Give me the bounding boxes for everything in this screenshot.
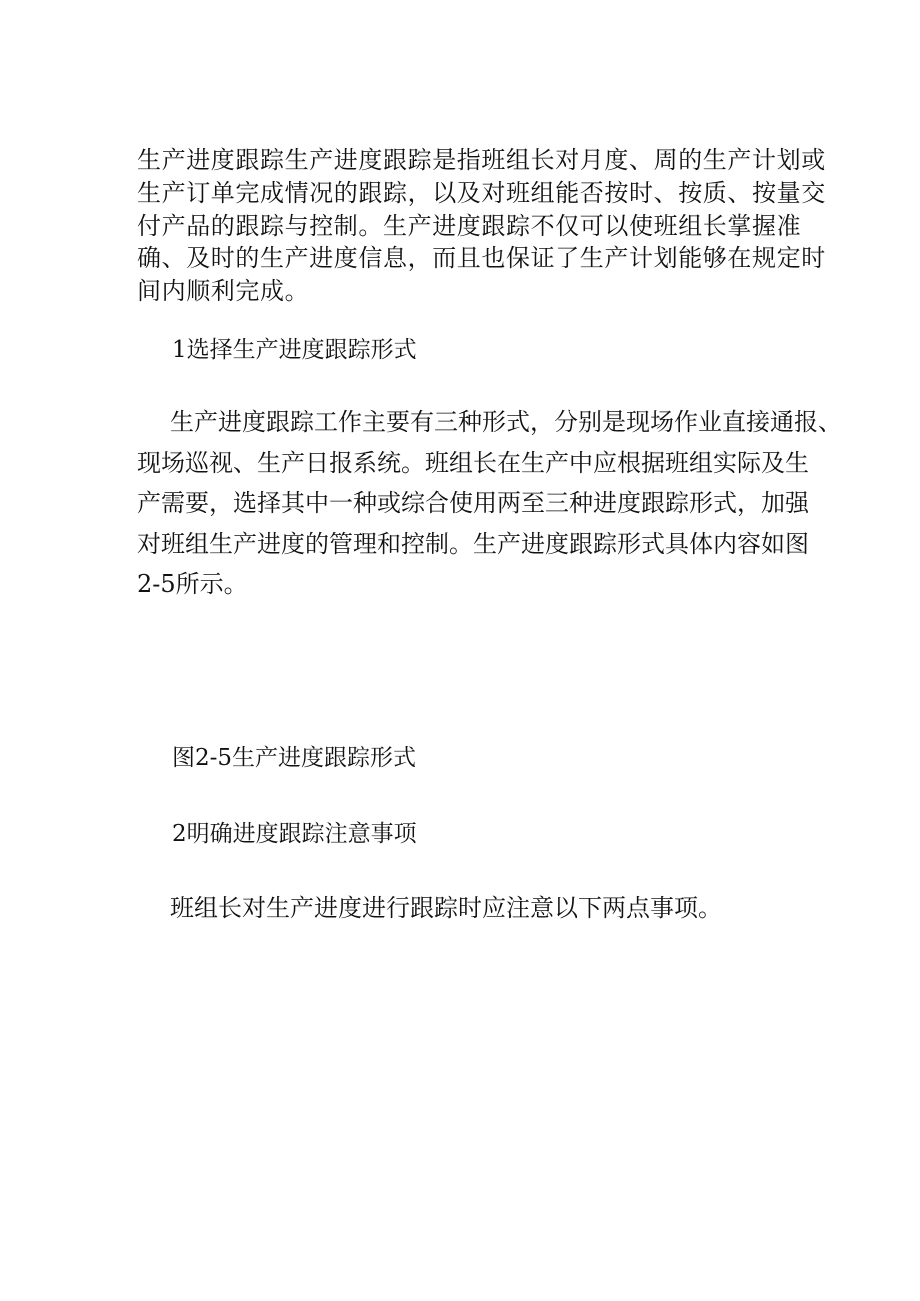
section-1-line: 生产进度跟踪工作主要有三种形式，分别是现场作业直接通报、: [170, 408, 842, 436]
section-1-line: 现场巡视、生产日报系统。班组长在生产中应根据班组实际及生: [137, 448, 809, 477]
section-1-heading: 1选择生产进度跟踪形式: [172, 337, 417, 363]
intro-line: 生产进度跟踪生产进度跟踪是指班组长对月度、周的生产计划或: [137, 146, 826, 174]
intro-paragraph: [137, 144, 826, 308]
intro-line: 生产订单完成情况的跟踪，以及对班组能否按时、按质、按量交: [137, 178, 826, 207]
section-2-heading: 2明确进度跟踪注意事项: [172, 821, 417, 847]
intro-line: 确、及时的生产进度信息，而且也保证了生产计划能够在规定时: [137, 244, 826, 273]
figure-caption: 图2-5生产进度跟踪形式: [172, 745, 417, 771]
section-1-line: 2-5所示。: [137, 570, 248, 598]
section-1-line: 产需要，选择其中一种或综合使用两至三种进度跟踪形式，加强: [137, 489, 809, 517]
section-1-line: 对班组生产进度的管理和控制。生产进度跟踪形式具体内容如图: [137, 529, 809, 558]
intro-line: 间内顺利完成。: [137, 277, 310, 306]
section-1-paragraph: [137, 402, 842, 605]
section-2-paragraph: 班组长对生产进度进行跟踪时应注意以下两点事项。: [170, 894, 722, 922]
intro-line: 付产品的跟踪与控制。生产进度跟踪不仅可以使班组长掌握准: [137, 211, 802, 240]
